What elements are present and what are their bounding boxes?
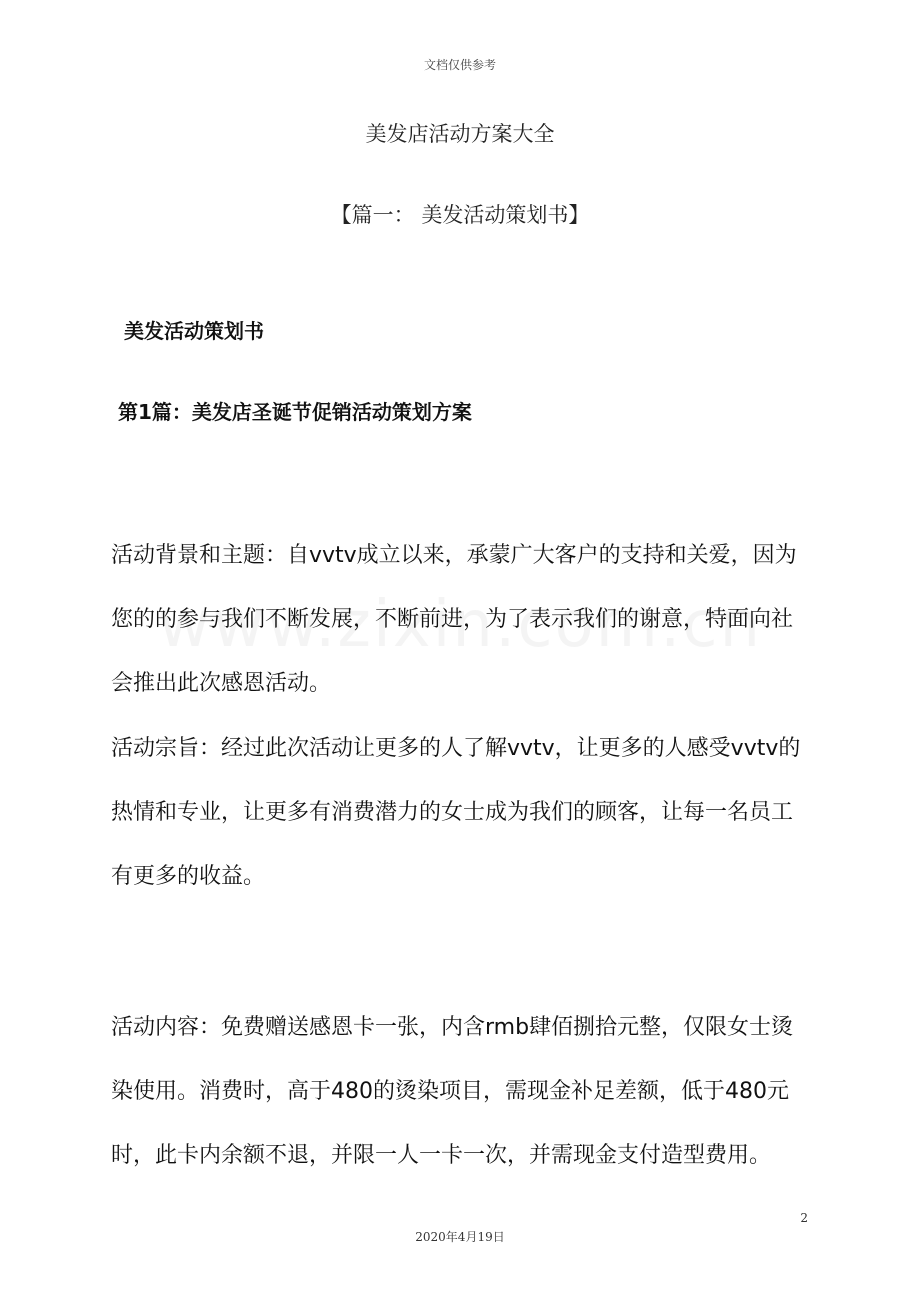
sub-heading: 美发活动策划书 (124, 319, 264, 343)
part-title: 【篇一： 美发活动策划书】 (330, 203, 590, 227)
footer-date: 2020年4月19日 (415, 1230, 505, 1244)
section-heading: 第1篇：美发店圣诞节促销活动策划方案 (118, 400, 472, 424)
paragraph-purpose: 活动宗旨：经过此次活动让更多的人了解vvtv，让更多的人感受vvtv的热情和专业，让更多有消费潜力的女士成为我们的顾客，让每一名员工有更多的收益。 (111, 736, 801, 889)
document-title: 美发店活动方案大全 (365, 122, 555, 146)
paragraph-content: 活动内容：免费赠送感恩卡一张，内含rmb肆佰捌拾元整，仅限女士烫染使用。消费时，高于480的烫染项目，需现金补足差额，低于480元时，此卡内余额不退，并限一人一卡一次，并需现金支付造型费用。 (111, 1015, 794, 1168)
paragraph-background: 活动背景和主题：自vvtv成立以来，承蒙广大客户的支持和关爱，因为您的的参与我们不断发展，不断前进，为了表示我们的谢意，特面向社会推出此次感恩活动。 (111, 543, 797, 696)
header-note: 文档仅供参考 (423, 58, 496, 72)
page-number: 2 (800, 1211, 808, 1225)
